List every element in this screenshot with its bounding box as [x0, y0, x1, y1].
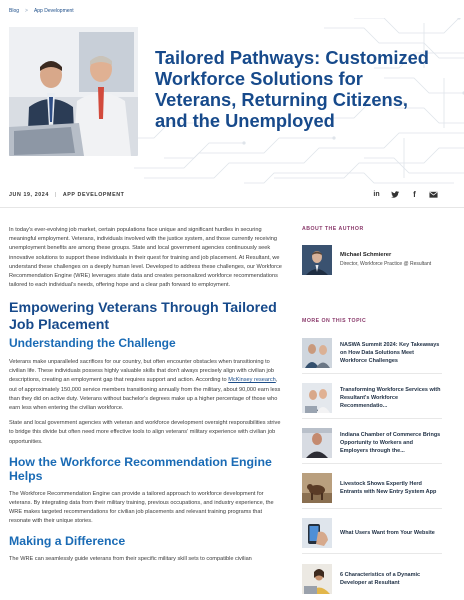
related-article[interactable]: [302, 468, 442, 509]
sidebar: [302, 226, 442, 600]
publish-date: JUN 19, 2024: [9, 192, 49, 198]
author-role: Director, Workforce Practice @ Resultant: [340, 261, 432, 267]
related-article-thumbnail: [302, 518, 332, 548]
linkedin-icon[interactable]: in: [373, 191, 380, 198]
article-meta-bar: [0, 186, 464, 208]
subheading-understanding-challenge: Understanding the Challenge: [9, 336, 176, 351]
category-link[interactable]: APP DEVELOPMENT: [62, 192, 125, 198]
related-article[interactable]: [302, 513, 442, 554]
hero-photo-two-men-at-laptop: [9, 27, 138, 156]
article-title: Tailored Pathways: Customized Workforce Solutions for Veterans, Returning Citizens, and the Unemployed: [155, 47, 429, 131]
paragraph-understanding-1: Veterans make unparalleled sacrifices for our country, but often encounter obstacles when transitioning to civilian life. These individuals possess highly valuable skills that don't always precisely align with civilian job descriptions, creating an employment gap that requires support and action. According to McKinsey research, out of approximately 150,000 service members transitioning annually from the military, about 90,000 earn less than they did on active duty. Veterans without bachelor's degrees make up a higher percentage of those who earn less when entering the civilian workforce.: [9, 359, 281, 412]
twitter-icon[interactable]: [391, 190, 400, 199]
subheading-making-difference: Making a Difference: [9, 534, 126, 549]
author-avatar: [302, 245, 332, 275]
intro-paragraph: In today's ever-evolving job market, certain populations face unique and significant hurdles in securing meaningful employment. Veterans, individuals involved with the justice system, and those currently receiving unemployment benefits are among these groups. State and local government agencies continuously seek innovative solutions to support these individuals in their quest for training and job placement. At Resultant, we understand these challenges on a deeply human level. Developed to address these challenges, our Workforce Recommendation Engine (WRE) leverages state data and creates personalized workforce recommendations tailored to each individual's needs, offering hope and a clear path forward to employment.: [9, 227, 282, 289]
related-article[interactable]: [302, 333, 442, 374]
hero-banner: [0, 18, 464, 186]
email-icon[interactable]: [429, 190, 438, 199]
mckinsey-research-link[interactable]: McKinsey research: [228, 377, 276, 384]
section-heading-empowering-veterans: Empowering Veterans Through Tailored Job Placement: [9, 300, 277, 334]
paragraph-making-difference: The WRE can seamlessly guide veterans from their specific military skill sets to compatible civilian: [9, 555, 252, 562]
subheading-how-wre-helps: How the Workforce Recommendation Engine Helps: [9, 454, 272, 484]
related-article-thumbnail: [302, 338, 332, 368]
related-article-title: What Users Want from Your Website: [340, 530, 435, 536]
related-article[interactable]: [302, 378, 442, 419]
author-name: Michael Schmierer: [340, 252, 392, 258]
share-icons: [372, 190, 438, 199]
related-article-title: Livestock Shows Expertly Herd Entrants with New Entry System App: [340, 481, 437, 495]
paragraph-understanding-2: State and local government agencies with veteran and workforce development oversight responsibilities strive to bridge this divide but often need more effective tools to align veterans' military experience with civilian job opportunities.: [9, 420, 281, 445]
related-article-title: Transforming Workforce Services with Resultant's Workforce Recommendatio...: [340, 387, 441, 409]
related-article-thumbnail: [302, 564, 332, 594]
facebook-icon[interactable]: f: [413, 190, 416, 199]
article-body: [9, 226, 285, 564]
breadcrumb-separator: >: [25, 8, 28, 14]
related-article-thumbnail: [302, 383, 332, 413]
related-article-title: 6 Characteristics of a Dynamic Developer at Resultant: [340, 571, 421, 586]
breadcrumb: [9, 8, 74, 14]
related-article-title: NASWA Summit 2024: Key Takeaways on How Data Solutions Meet Workforce Challenges: [340, 342, 440, 364]
more-on-topic-heading: MORE ON THIS TOPIC: [302, 318, 367, 324]
breadcrumb-blog-link[interactable]: Blog: [9, 8, 20, 14]
breadcrumb-category-link[interactable]: App Development: [33, 8, 74, 14]
related-articles-list: [302, 333, 442, 599]
related-article-thumbnail: [302, 428, 332, 458]
related-article[interactable]: [302, 558, 442, 599]
paragraph-how-wre-helps: The Workforce Recommendation Engine can provide a tailored approach to workforce development for veterans. By integrating data from their military training, previous occupations, and industry experience, the WRE makes targeted recommendations for civilian job placements and relevant training programs that resonate with their unique stories.: [9, 490, 274, 525]
related-article-title: Indiana Chamber of Commerce Brings Opportunity to Workers and Employers through the...: [340, 432, 441, 454]
meta-divider: |: [54, 192, 57, 198]
related-article[interactable]: [302, 423, 442, 464]
related-article-thumbnail: [302, 473, 332, 503]
about-author-heading: ABOUT THE AUTHOR: [302, 226, 364, 232]
author-card[interactable]: [302, 245, 442, 275]
article-meta: [9, 192, 124, 198]
